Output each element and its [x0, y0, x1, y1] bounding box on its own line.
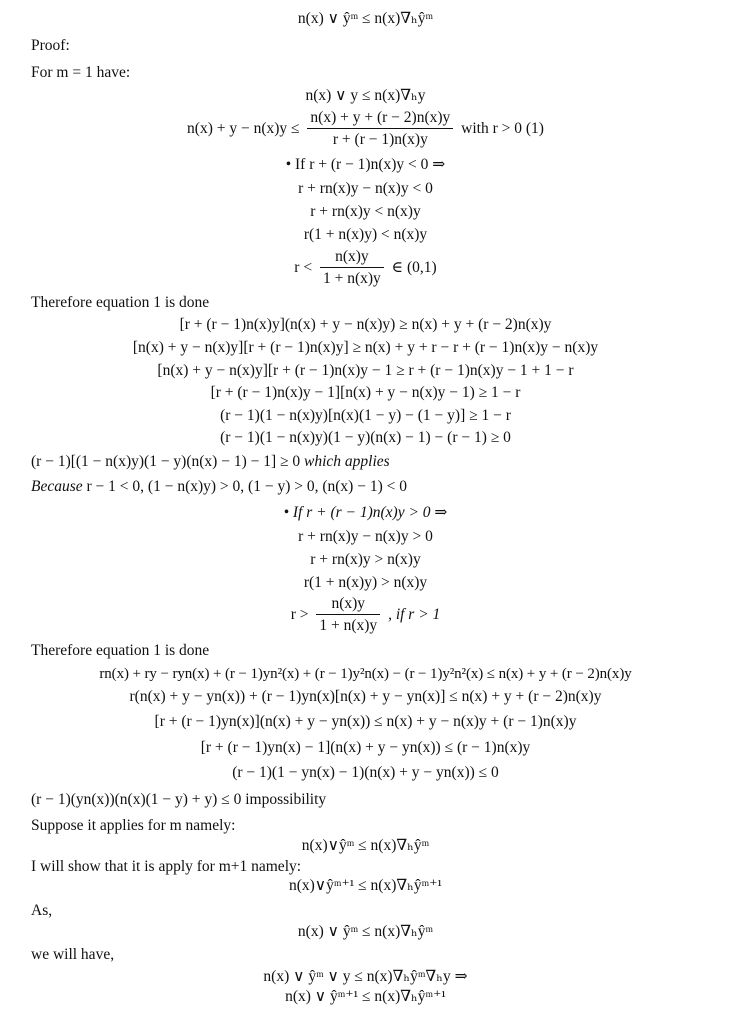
applies-line — [0, 452, 731, 474]
equation-line: [r + (r − 1)n(x)y − 1][n(x) + y − n(x)y − 1) ≥ 1 − r — [210, 384, 521, 401]
show-line: I will show that it is apply for m+1 namely: — [31, 858, 302, 875]
eq1-rhs: with r > 0 (1) — [461, 119, 544, 137]
c2d-denominator: 1 + n(x)y — [319, 617, 378, 634]
equation-line: n(x) ∨ y ≤ n(x)∇ₕy — [305, 87, 426, 104]
c1d-rhs: ∈ (0,1) — [391, 259, 437, 276]
impossibility-line: (r − 1)(yn(x))(n(x)(1 − y) + y) ≤ 0 impossibility — [31, 791, 327, 808]
statement-line: n(x) ∨ ŷᵐ ≤ n(x)∇ₕŷᵐ — [297, 10, 434, 27]
proof-heading: Proof: — [31, 37, 70, 54]
equation-line: (r − 1)(1 − n(x)y)[n(x)(1 − y) − (1 − y)] ≥ 1 − r — [220, 407, 511, 424]
equation-line: [r + (r − 1)yn(x)](n(x) + y − yn(x)) ≤ n(x) + y − n(x)y + (r − 1)n(x)y — [154, 713, 577, 730]
case-1-fraction-line — [0, 247, 731, 291]
c2d-fraction — [316, 594, 380, 635]
eq1-fraction — [307, 108, 453, 149]
base-case-line: For m = 1 have: — [31, 64, 131, 81]
equation-line: [n(x) + y − n(x)y][r + (r − 1)n(x)y] ≥ n(x) + y + r − r + (r − 1)n(x)y − n(x)y — [132, 339, 599, 356]
equation-line: r + rn(x)y < n(x)y — [310, 203, 421, 220]
therefore-line: Therefore equation 1 is done — [31, 294, 210, 311]
c1d-fraction — [320, 247, 384, 288]
equation-line: [n(x) + y − n(x)y][r + (r − 1)n(x)y − 1 ≥ r + (r − 1)n(x)y − 1 + 1 − r — [157, 362, 574, 379]
c1d-numerator: n(x)y — [320, 247, 384, 268]
therefore-line: Therefore equation 1 is done — [31, 642, 210, 659]
equation-line: r + rn(x)y − n(x)y > 0 — [298, 528, 433, 545]
eq1-denominator: r + (r − 1)n(x)y — [332, 131, 428, 148]
equation-line: n(x)∨ŷᵐ⁺¹ ≤ n(x)∇ₕŷᵐ⁺¹ — [288, 877, 443, 894]
eq1-lhs: n(x) + y − n(x)y ≤ — [187, 119, 300, 137]
because-word: Because — [31, 478, 83, 495]
as-line: As, — [31, 902, 53, 919]
c1d-denominator: 1 + n(x)y — [322, 270, 381, 287]
equation-line: [r + (r − 1)yn(x) − 1](n(x) + y − yn(x)) ≤ (r − 1)n(x)y — [200, 739, 531, 756]
case-2-fraction-line — [0, 594, 731, 638]
equation-line: r(1 + n(x)y) < n(x)y — [303, 226, 428, 243]
equation-text: (r − 1)[(1 − n(x)y)(1 − y)(n(x) − 1) − 1] ≥ 0 — [31, 453, 301, 470]
equation-line: n(x) ∨ ŷᵐ ≤ n(x)∇ₕŷᵐ — [297, 923, 434, 940]
equation-line: n(x) ∨ ŷᵐ ∨ y ≤ n(x)∇ₕŷᵐ∇ₕy ⇒ — [263, 968, 468, 985]
equation-line: rn(x) + ry − ryn(x) + (r − 1)yn²(x) + (r − 1)y²n(x) − (r − 1)y²n²(x) ≤ n(x) + y + (r − 2)n(x)y — [99, 666, 632, 682]
equation-line: (r − 1)(1 − yn(x) − 1)(n(x) + y − yn(x)) ≤ 0 — [232, 764, 499, 781]
equation-line: n(x)∨ŷᵐ ≤ n(x)∇ₕŷᵐ — [301, 837, 430, 854]
c2d-lhs: r > — [290, 605, 309, 623]
suppose-line: Suppose it applies for m namely: — [31, 817, 236, 834]
eq1-numerator: n(x) + y + (r − 2)n(x)y — [307, 108, 453, 129]
equation-line: n(x) ∨ ŷᵐ⁺¹ ≤ n(x)∇ₕŷᵐ⁺¹ — [285, 988, 446, 1005]
c2d-numerator: n(x)y — [316, 594, 380, 615]
c1d-lhs: r < — [294, 258, 313, 276]
we-will-have-line: we will have, — [31, 946, 115, 963]
because-line — [0, 477, 731, 499]
equation-line: r + rn(x)y > n(x)y — [310, 551, 421, 568]
case-1-line: • If r + (r − 1)n(x)y < 0 ⇒ — [285, 156, 446, 173]
case-2-line: • If r + (r − 1)n(x)y > 0 ⇒ — [283, 504, 448, 521]
because-conditions: r − 1 < 0, (1 − n(x)y) > 0, (1 − y) > 0, (n(x) − 1) < 0 — [86, 478, 407, 495]
equation-line: [r + (r − 1)n(x)y](n(x) + y − n(x)y) ≥ n(x) + y + (r − 2)n(x)y — [179, 316, 552, 333]
equation-line: r + rn(x)y − n(x)y < 0 — [298, 180, 433, 197]
equation-line: r(n(x) + y − yn(x)) + (r − 1)yn(x)[n(x) + y − yn(x)] ≤ n(x) + y + (r − 2)n(x)y — [129, 688, 602, 705]
applies-text: which applies — [304, 453, 390, 470]
c2d-rhs: , if r > 1 — [388, 605, 441, 623]
equation-1 — [0, 108, 731, 152]
equation-line: r(1 + n(x)y) > n(x)y — [303, 574, 428, 591]
equation-line: (r − 1)(1 − n(x)y)(1 − y)(n(x) − 1) − (r − 1) ≥ 0 — [220, 429, 511, 446]
